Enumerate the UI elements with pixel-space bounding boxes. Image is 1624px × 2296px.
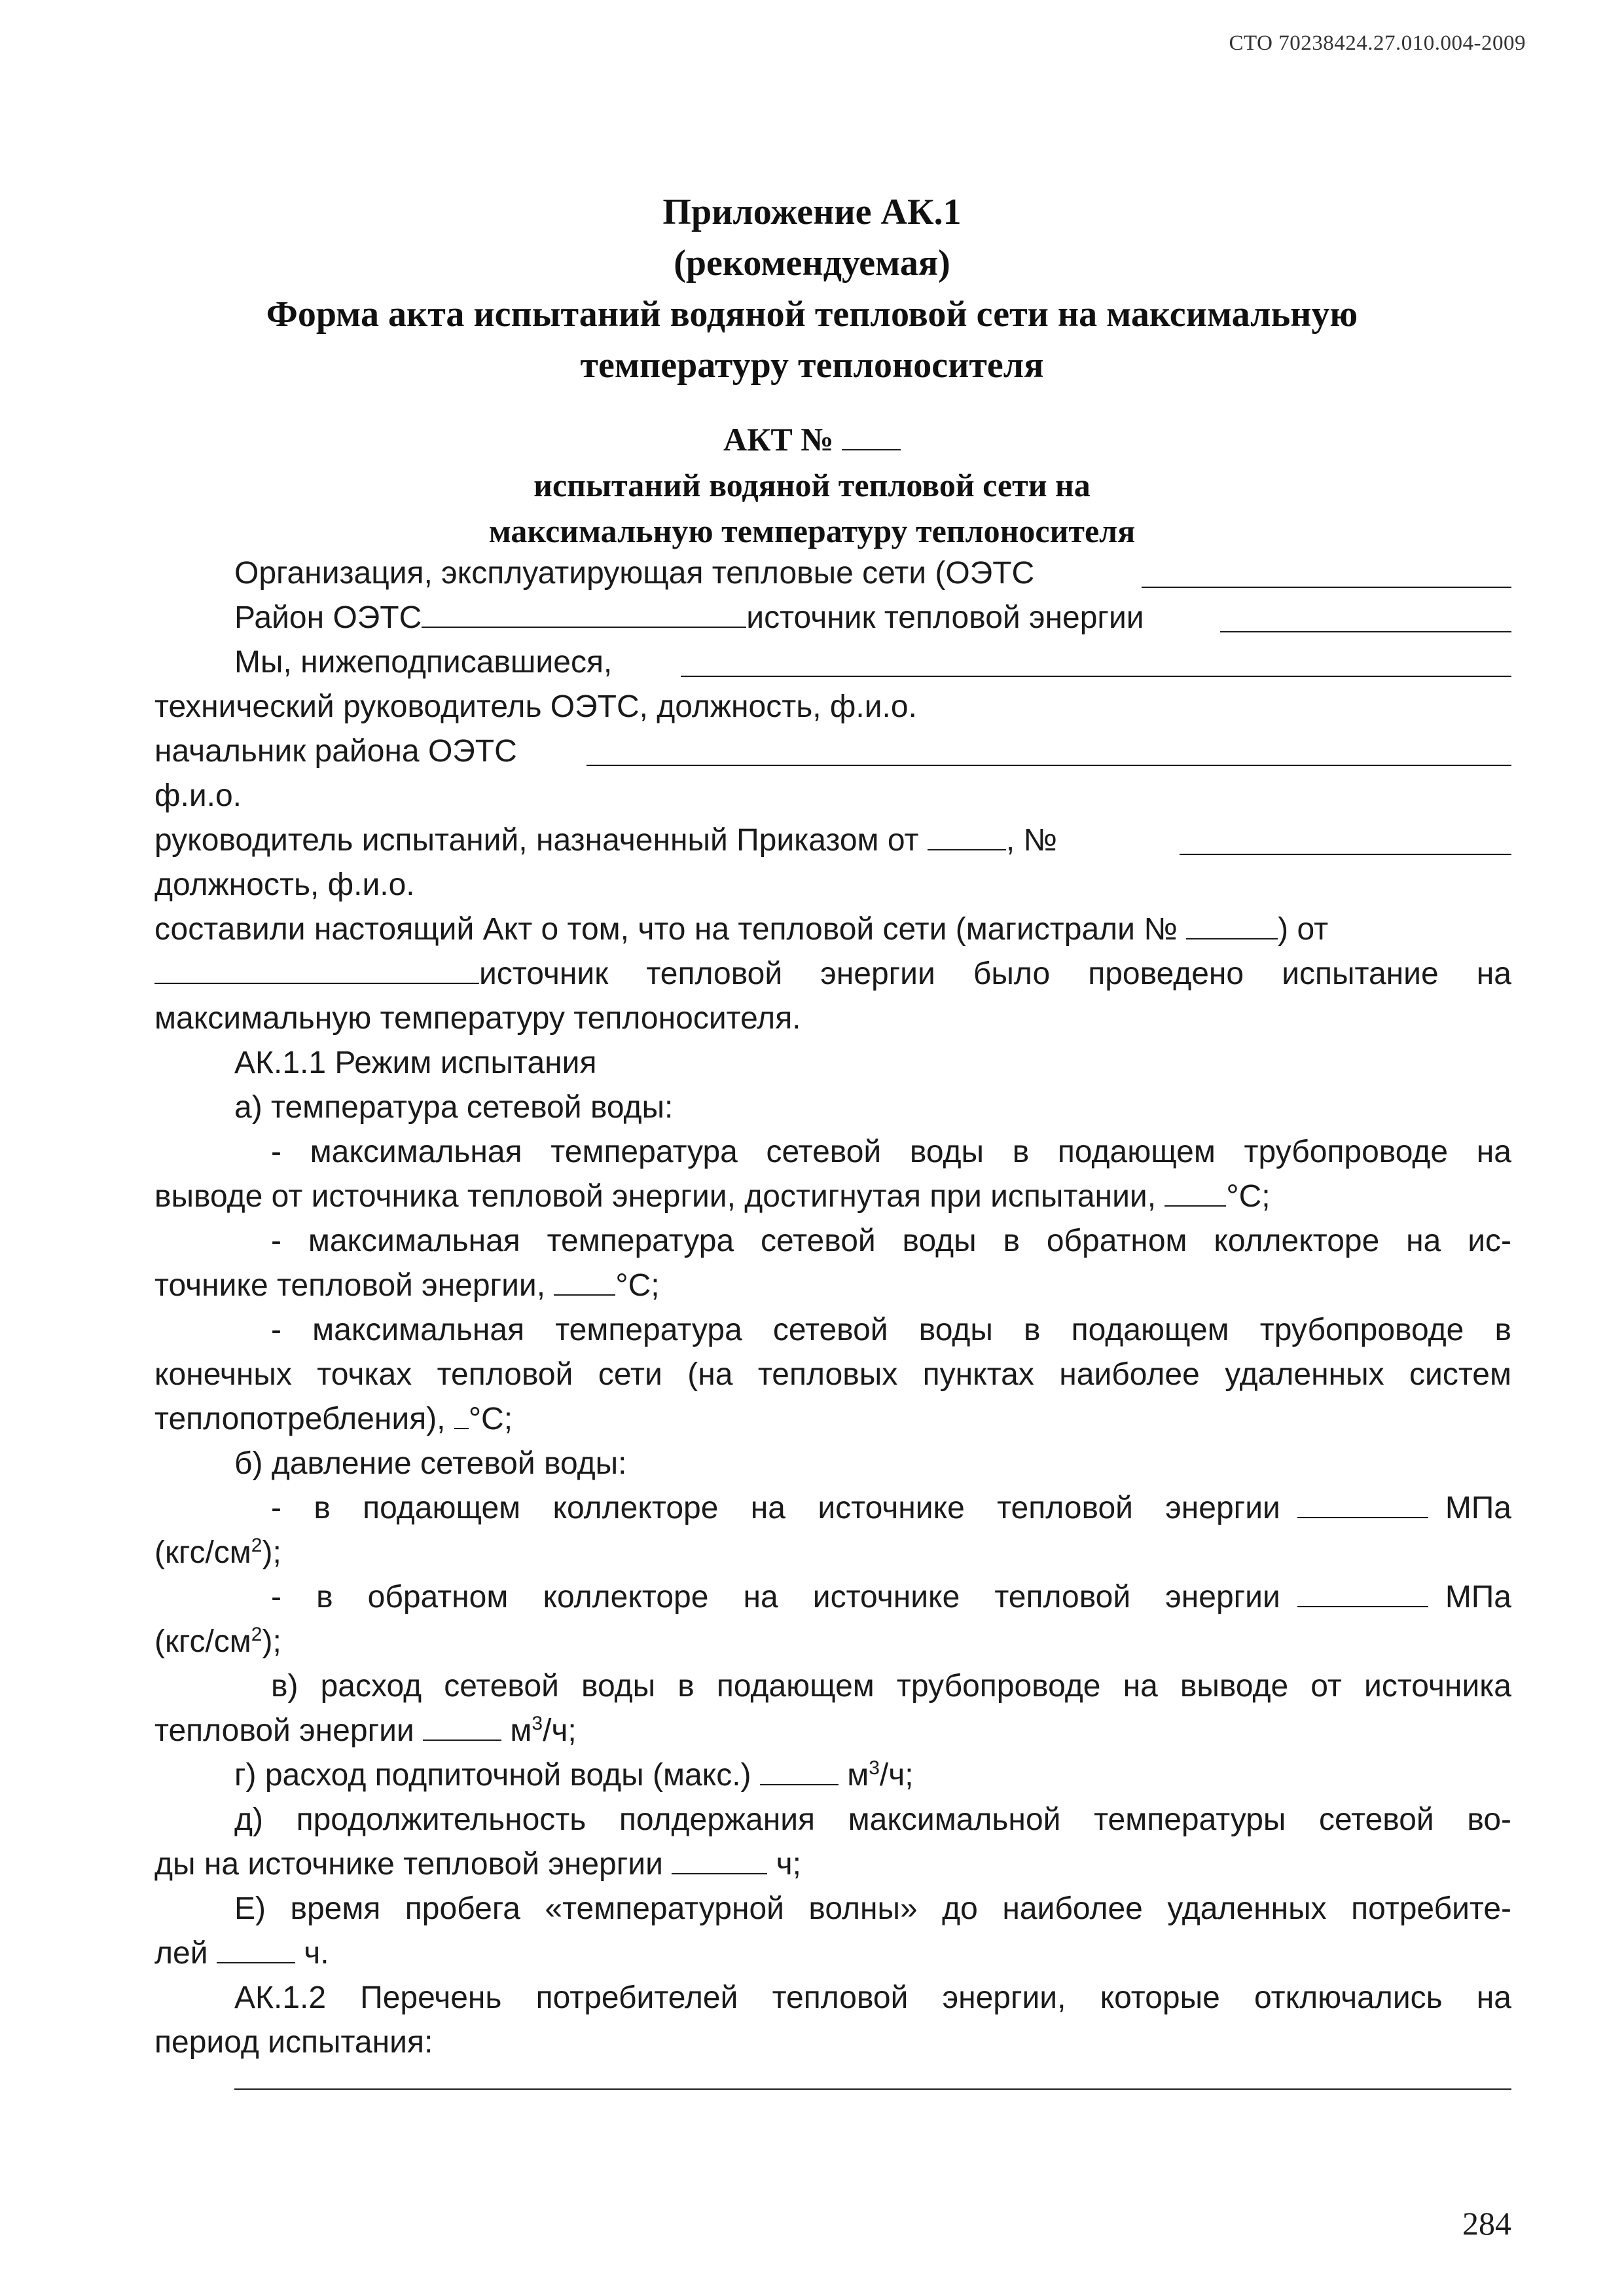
duration-blank [672,1844,767,1874]
act-number-label: АКТ № [723,421,834,458]
flow-line2: тепловой энергии $м^3/ч$; [154,1709,1511,1753]
pressure-item1-line2: $(кгс/см^2)$; [154,1535,281,1570]
consumers-list-blank [234,2088,1511,2090]
org-label: Организация, эксплуатирующая тепловые сети (ОЭТС [234,556,1035,591]
temp-item1-line1: - максимальная температура сетевой воды в подающем трубопроводе на [271,1135,1511,1169]
district-line [154,596,1511,640]
makeup-flow-line: г) расход подпиточной воды (макс.) $м^3/ч$; [154,1753,1511,1798]
act-subtitle-line1: испытаний водяной тепловой сети на [533,467,1091,503]
temp-endpoint-blank [454,1399,469,1429]
section1-heading: АК.1.1 Режим испытания [234,1046,597,1080]
temp-item1-line2: выводе от источника тепловой энергии, достигнутая при испытании, °С; [154,1175,1511,1219]
makeup-flow-blank [760,1755,839,1785]
district-head-blank [586,765,1511,766]
wave-line1: Е) время пробега «температурной волны» до наиболее удаленных потребите- [234,1891,1511,1926]
we-label: Мы, нижеподписавшиеся, [234,645,613,680]
act-number-blank [842,420,901,450]
temp-heading: а) температура сетевой воды: [234,1090,674,1125]
temp-item2-line1: - максимальная температура сетевой воды в обратном коллекторе на ис- [271,1224,1511,1258]
order-number-label: , № [1005,823,1058,858]
test-head-label: руководитель испытаний, назначенный Приказом от [154,823,919,858]
duration-line2: ды на источнике тепловой энергии ч; [154,1842,1511,1887]
compiled-line3: максимальную температуру теплоносителя. [154,1001,801,1036]
appendix-status: (рекомендуемая) [674,243,950,283]
main-number-blank [1186,909,1278,939]
district-blank [422,598,746,628]
date-from-blank [154,954,479,984]
order-number-blank [1180,854,1511,855]
section2-line2: период испытания: [154,2025,433,2060]
act-number-heading [0,420,1624,458]
pressure-item2-line1: - в обратном коллекторе на источнике тепловой энергии МПа [154,1575,1511,1620]
pressure-return-blank [1297,1577,1428,1607]
form-title-line2: температуру теплоносителя [580,345,1044,386]
source-blank [1220,631,1511,632]
compiled-text-a: составили настоящий Акт о том, что на тепловой сети (магистрали № [154,912,1178,947]
temp-item3-line2: конечных точках тепловой сети (на тепловых пунктах наиболее удаленных систем [154,1357,1511,1392]
temp-item3-line3: теплопотребления), °С; [154,1397,1511,1442]
compiled-text-b: ) от [1278,912,1329,947]
act-subtitle-line2: максимальную температуру теплоносителя [488,513,1136,549]
district-head-line [154,729,1511,774]
pressure-item2-line2: $(кгс/см^2)$; [154,1624,281,1659]
we-blank [681,676,1511,677]
source-label: источник тепловой энергии [746,600,1144,635]
we-line [154,640,1511,685]
temp-item3-line1: - максимальная температура сетевой воды в подающем трубопроводе в [271,1313,1511,1347]
compiled-text-c: источник тепловой энергии было проведено испытание на [479,957,1511,991]
district-head-label: начальник района ОЭТС [154,734,517,769]
fio-line: ф.и.о. [154,778,242,813]
pressure-heading: б) давление сетевой воды: [234,1446,627,1481]
org-blank [1142,587,1511,588]
wave-time-blank [217,1933,295,1963]
position-fio-line: должность, ф.и.о. [154,867,415,902]
act-body [154,551,1511,2065]
tech-head-line: технический руководитель ОЭТС, должность, ф.и.о. [154,689,917,724]
compiled-line2 [154,952,1511,996]
order-date-blank [928,820,1006,850]
pressure-item1-line1: - в подающем коллекторе на источнике тепловой энергии МПа [154,1486,1511,1531]
test-head-line [154,818,1511,863]
temp-item2-line2: точнике тепловой энергии, °С; [154,1264,1511,1308]
compiled-line1 [154,907,1511,952]
pressure-supply-blank [1297,1488,1428,1518]
org-line [154,551,1511,596]
page-number: 284 [1462,2205,1511,2242]
duration-line1: д) продолжительность полдержания максимальной температуры сетевой во- [234,1802,1511,1837]
flow-supply-blank [423,1711,501,1741]
appendix-title: Приложение АК.1 [662,192,962,232]
flow-line1: в) расход сетевой воды в подающем трубопроводе на выводе от источника [271,1669,1511,1704]
wave-line2: лей ч. [154,1931,1511,1976]
section2-line1: АК.1.2 Перечень потребителей тепловой энергии, которые отключались на [234,1980,1511,2015]
district-label: Район ОЭТС [234,600,422,635]
standard-code: СТО 70238424.27.010.004-2009 [1229,31,1526,55]
temp-max-supply-blank [1164,1176,1226,1207]
temp-return-blank [554,1266,615,1296]
form-title-line1: Форма акта испытаний водяной тепловой сети на максимальную [266,294,1358,335]
